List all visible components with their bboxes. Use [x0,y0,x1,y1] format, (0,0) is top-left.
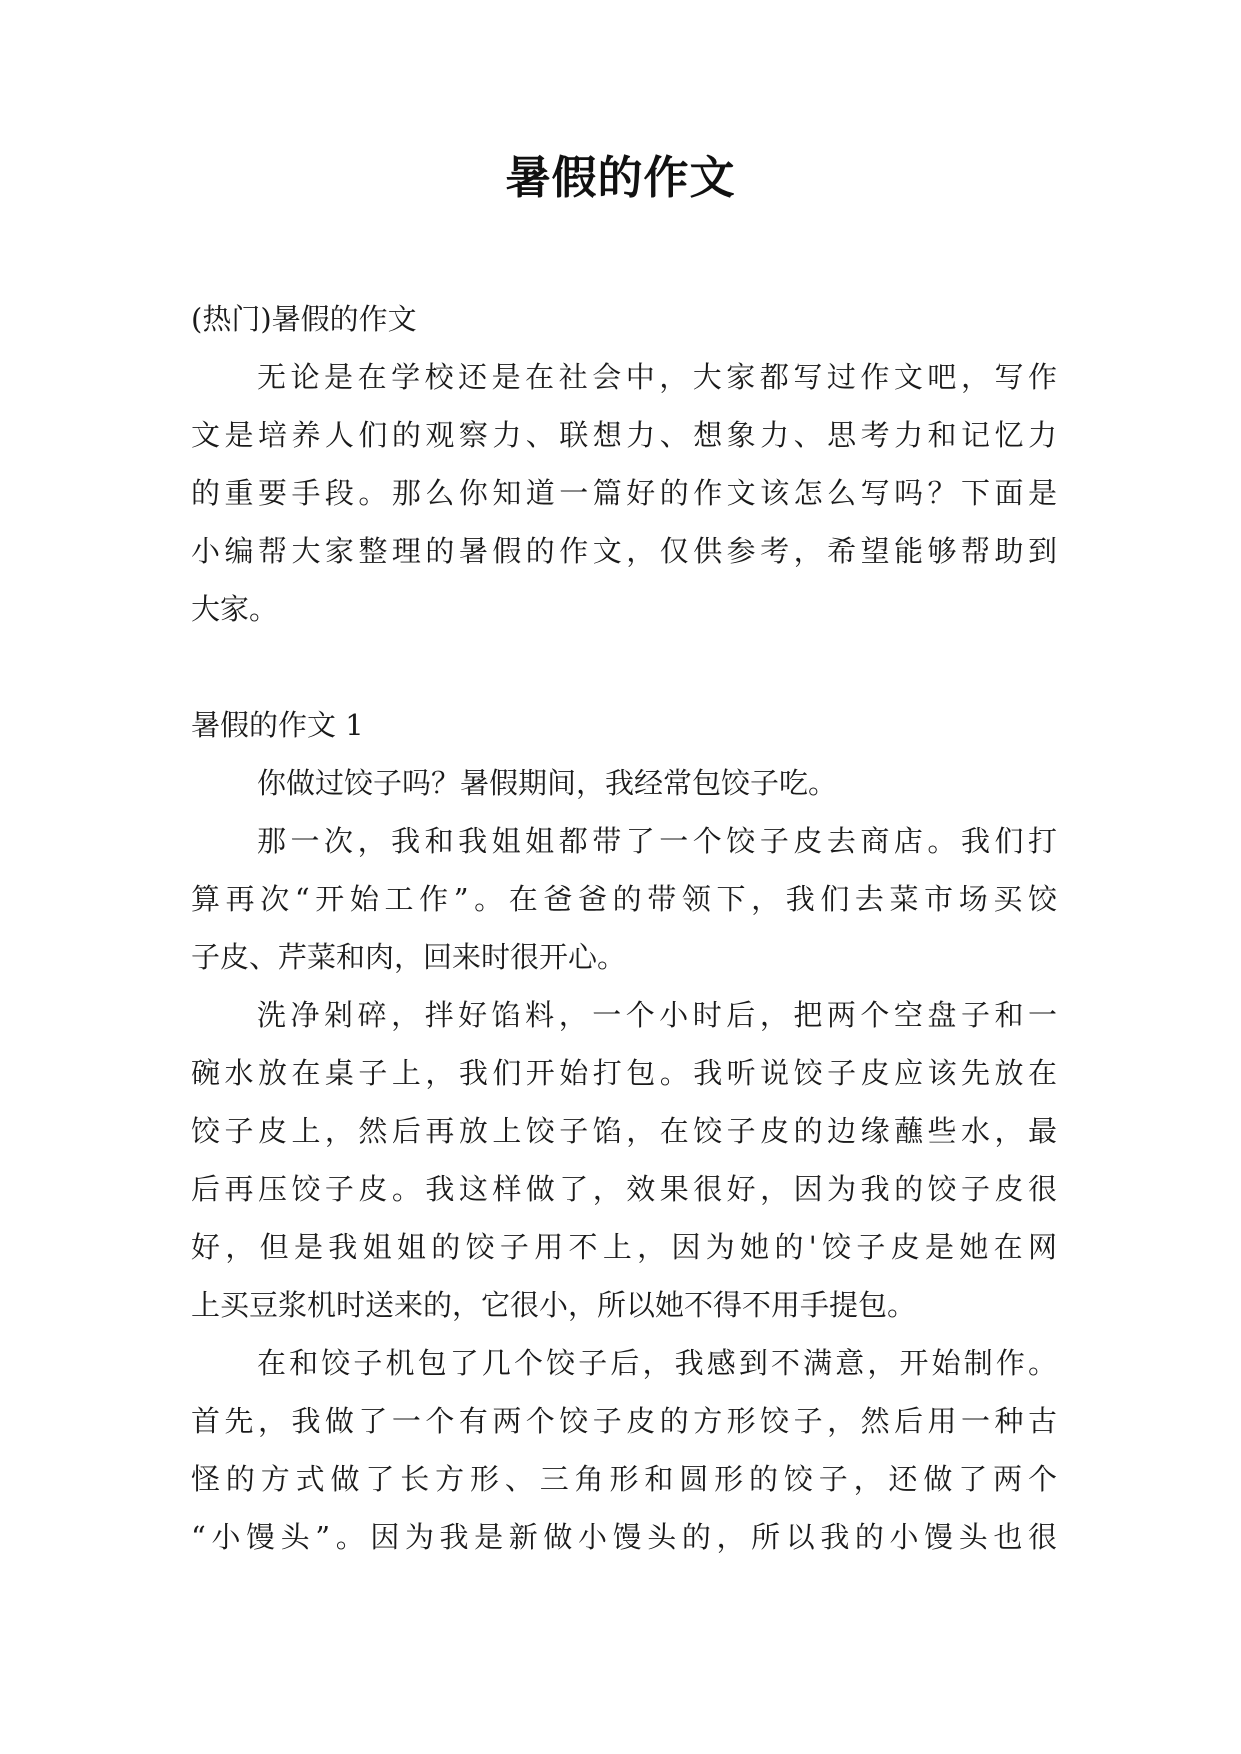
subtitle: (热门)暑假的作文 [191,302,417,336]
paragraph-line: 算再次“开始工作”。在爸爸的带领下，我们去菜市场买饺 [191,882,1057,916]
intro-line: 大家。 [191,592,279,626]
intro-line: 文是培养人们的观察力、联想力、想象力、思考力和记忆力 [191,418,1057,452]
document-title: 暑假的作文 [505,151,736,204]
paragraph-line: 上买豆浆机时送来的，它很小，所以她不得不用手提包。 [191,1288,917,1322]
paragraph-line: 在和饺子机包了几个饺子后，我感到不满意，开始制作。 [257,1346,1057,1380]
paragraph-line: 饺子皮上，然后再放上饺子馅，在饺子皮的边缘蘸些水，最 [191,1114,1057,1148]
paragraph-line: 首先，我做了一个有两个饺子皮的方形饺子，然后用一种古 [191,1404,1057,1438]
intro-line: 无论是在学校还是在社会中，大家都写过作文吧，写作 [257,360,1057,394]
paragraph-1 [191,754,1057,812]
intro-paragraph [191,348,1057,638]
document-body [191,290,1057,1566]
paragraph-line: 好，但是我姐姐的饺子用不上，因为她的'饺子皮是她在网 [191,1230,1057,1264]
section-heading: 暑假的作文 1 [191,708,364,742]
paragraph-3 [191,986,1057,1334]
paragraph-line: 你做过饺子吗？暑假期间，我经常包饺子吃。 [257,766,838,800]
paragraph-2 [191,812,1057,986]
paragraph-line: 碗水放在桌子上，我们开始打包。我听说饺子皮应该先放在 [191,1056,1057,1090]
intro-line: 小编帮大家整理的暑假的作文，仅供参考，希望能够帮助到 [191,534,1057,568]
blank-line [191,638,1057,696]
paragraph-line: 怪的方式做了长方形、三角形和圆形的饺子，还做了两个 [191,1462,1057,1496]
paragraph-4 [191,1334,1057,1566]
paragraph-line: 子皮、芹菜和肉，回来时很开心。 [191,940,627,974]
paragraph-line: 后再压饺子皮。我这样做了，效果很好，因为我的饺子皮很 [191,1172,1057,1206]
paragraph-line: “小馒头”。因为我是新做小馒头的，所以我的小馒头也很 [191,1520,1057,1554]
intro-line: 的重要手段。那么你知道一篇好的作文该怎么写吗？下面是 [191,476,1057,510]
paragraph-line: 洗净剁碎，拌好馅料，一个小时后，把两个空盘子和一 [257,998,1057,1032]
paragraph-line: 那一次，我和我姐姐都带了一个饺子皮去商店。我们打 [257,824,1057,858]
